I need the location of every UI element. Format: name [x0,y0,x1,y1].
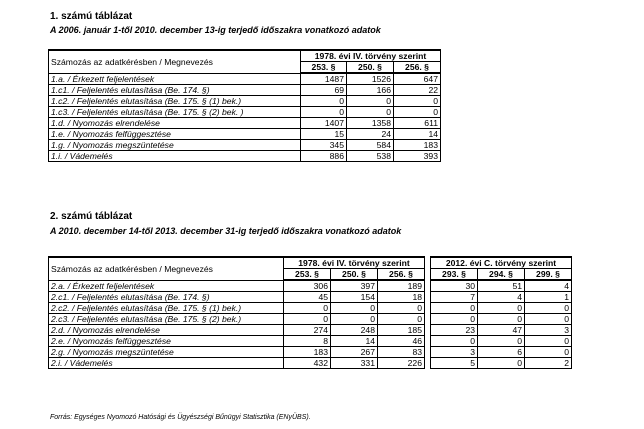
cell-value: 0 [431,336,478,347]
cell-value: 0 [478,303,525,314]
cell-value: 83 [378,347,425,358]
cell-value: 274 [284,325,331,336]
cell-value: 0 [347,107,394,118]
row-label: 2.c1. / Feljelentés elutasítása (Be. 174. §) [49,292,284,303]
cell-value: 6 [478,347,525,358]
cell-value: 267 [331,347,378,358]
cell-value: 1487 [301,73,347,85]
cell-value: 0 [284,303,331,314]
cell-value: 45 [284,292,331,303]
table-row [49,85,441,96]
row-label: 2.i. / Vádemelés [49,358,284,369]
cell-value: 22 [394,85,441,96]
cell-value: 306 [284,280,331,292]
table-row [49,107,441,118]
cell-value: 15 [301,129,347,140]
cell-value: 0 [378,303,425,314]
cell-value: 248 [331,325,378,336]
cell-value: 183 [394,140,441,151]
row-label: 1.c3. / Feljelentés elutasítása (Be. 175. § (2) bek. ) [49,107,301,118]
cell-value: 0 [431,314,478,325]
table-row [49,303,572,314]
cell-value: 432 [284,358,331,369]
cell-value: 538 [347,151,394,162]
cell-value: 611 [394,118,441,129]
table1-row-header: Számozás az adatkérésben / Megnevezés [49,50,301,73]
table-row [49,347,572,358]
cell-value: 18 [378,292,425,303]
table-row [49,292,572,303]
table2 [48,256,572,369]
cell-value: 0 [331,314,378,325]
cell-value: 226 [378,358,425,369]
cell-value: 0 [301,96,347,107]
row-label: 2.c2. / Feljelentés elutasítása (Be. 175. § (1) bek.) [49,303,284,314]
table2-group-header-2: 2012. évi C. törvény szerint [431,257,572,269]
table1-header-row [49,50,441,62]
cell-value: 3 [525,325,572,336]
cell-value: 3 [431,347,478,358]
cell-value: 0 [394,107,441,118]
table-row [49,314,572,325]
table1-subtitle: A 2006. január 1-től 2010. december 13-ig terjedő időszakra vonatkozó adatok [50,25,381,35]
table1-body [49,73,441,162]
row-label: 1.a. / Érkezett feljelentések [49,73,301,85]
cell-value: 14 [331,336,378,347]
table-row [49,358,572,369]
row-label: 1.e. / Nyomozás felfüggesztése [49,129,301,140]
cell-value: 1 [525,292,572,303]
cell-value: 166 [347,85,394,96]
cell-value: 0 [525,303,572,314]
cell-value: 69 [301,85,347,96]
cell-value: 51 [478,280,525,292]
source-note: Forrás: Egységes Nyomozó Hatósági és Ügyészségi Bűnügyi Statisztika (ENyÜBS). [50,414,311,421]
table1 [48,49,441,162]
cell-value: 47 [478,325,525,336]
table-row [49,336,572,347]
row-label: 1.c2. / Feljelentés elutasítása (Be. 175. § (1) bek.) [49,96,301,107]
table1-col-header: 250. § [347,62,394,74]
cell-value: 154 [331,292,378,303]
row-label: 1.c1. / Feljelentés elutasítása (Be. 174. §) [49,85,301,96]
cell-value: 0 [478,358,525,369]
cell-value: 331 [331,358,378,369]
cell-value: 0 [525,336,572,347]
table2-group-header-1: 1978. évi IV. törvény szerint [284,257,425,269]
row-label: 2.e. / Nyomozás felfüggesztése [49,336,284,347]
table-row [49,118,441,129]
table-row [49,73,441,85]
table2-body [49,280,572,369]
cell-value: 189 [378,280,425,292]
table-row [49,140,441,151]
cell-value: 1358 [347,118,394,129]
cell-value: 183 [284,347,331,358]
table2-title: 2. számú táblázat [50,211,133,222]
cell-value: 2 [525,358,572,369]
cell-value: 4 [478,292,525,303]
table2-col-header: 293. § [431,269,478,281]
cell-value: 345 [301,140,347,151]
table2-col-header: 250. § [331,269,378,281]
cell-value: 0 [525,314,572,325]
table2-row-header: Számozás az adatkérésben / Megnevezés [49,257,284,280]
table-row [49,129,441,140]
table2-col-header: 294. § [478,269,525,281]
table1-col-header: 253. § [301,62,347,74]
cell-value: 24 [347,129,394,140]
cell-value: 647 [394,73,441,85]
cell-value: 5 [431,358,478,369]
table-row [49,325,572,336]
table2-header-row [49,257,572,269]
table-row [49,96,441,107]
cell-value: 1407 [301,118,347,129]
table-row [49,280,572,292]
table2-col-header: 256. § [378,269,425,281]
table1-col-header: 256. § [394,62,441,74]
table2-subtitle: A 2010. december 14-től 2013. december 31-ig terjedő időszakra vonatkozó adatok [50,226,402,236]
table-row [49,151,441,162]
cell-value: 0 [284,314,331,325]
table1-group-header: 1978. évi IV. törvény szerint [301,50,441,62]
cell-value: 0 [331,303,378,314]
cell-value: 397 [331,280,378,292]
cell-value: 14 [394,129,441,140]
cell-value: 0 [431,303,478,314]
row-label: 1.g. / Nyomozás megszüntetése [49,140,301,151]
table1-title: 1. számú táblázat [50,11,133,22]
row-label: 1.i. / Vádemelés [49,151,301,162]
table2-col-header: 253. § [284,269,331,281]
cell-value: 0 [525,347,572,358]
row-label: 2.a. / Érkezett feljelentések [49,280,284,292]
cell-value: 30 [431,280,478,292]
cell-value: 1526 [347,73,394,85]
cell-value: 46 [378,336,425,347]
cell-value: 886 [301,151,347,162]
row-label: 2.g. / Nyomozás megszüntetése [49,347,284,358]
cell-value: 393 [394,151,441,162]
row-label: 2.d. / Nyomozás elrendelése [49,325,284,336]
row-label: 1.d. / Nyomozás elrendelése [49,118,301,129]
cell-value: 0 [301,107,347,118]
cell-value: 185 [378,325,425,336]
cell-value: 4 [525,280,572,292]
cell-value: 8 [284,336,331,347]
cell-value: 0 [478,336,525,347]
row-label: 2.c3. / Feljelentés elutasítása (Be. 175. § (2) bek.) [49,314,284,325]
cell-value: 23 [431,325,478,336]
cell-value: 0 [347,96,394,107]
cell-value: 584 [347,140,394,151]
cell-value: 0 [378,314,425,325]
cell-value: 7 [431,292,478,303]
cell-value: 0 [394,96,441,107]
cell-value: 0 [478,314,525,325]
table2-col-header: 299. § [525,269,572,281]
